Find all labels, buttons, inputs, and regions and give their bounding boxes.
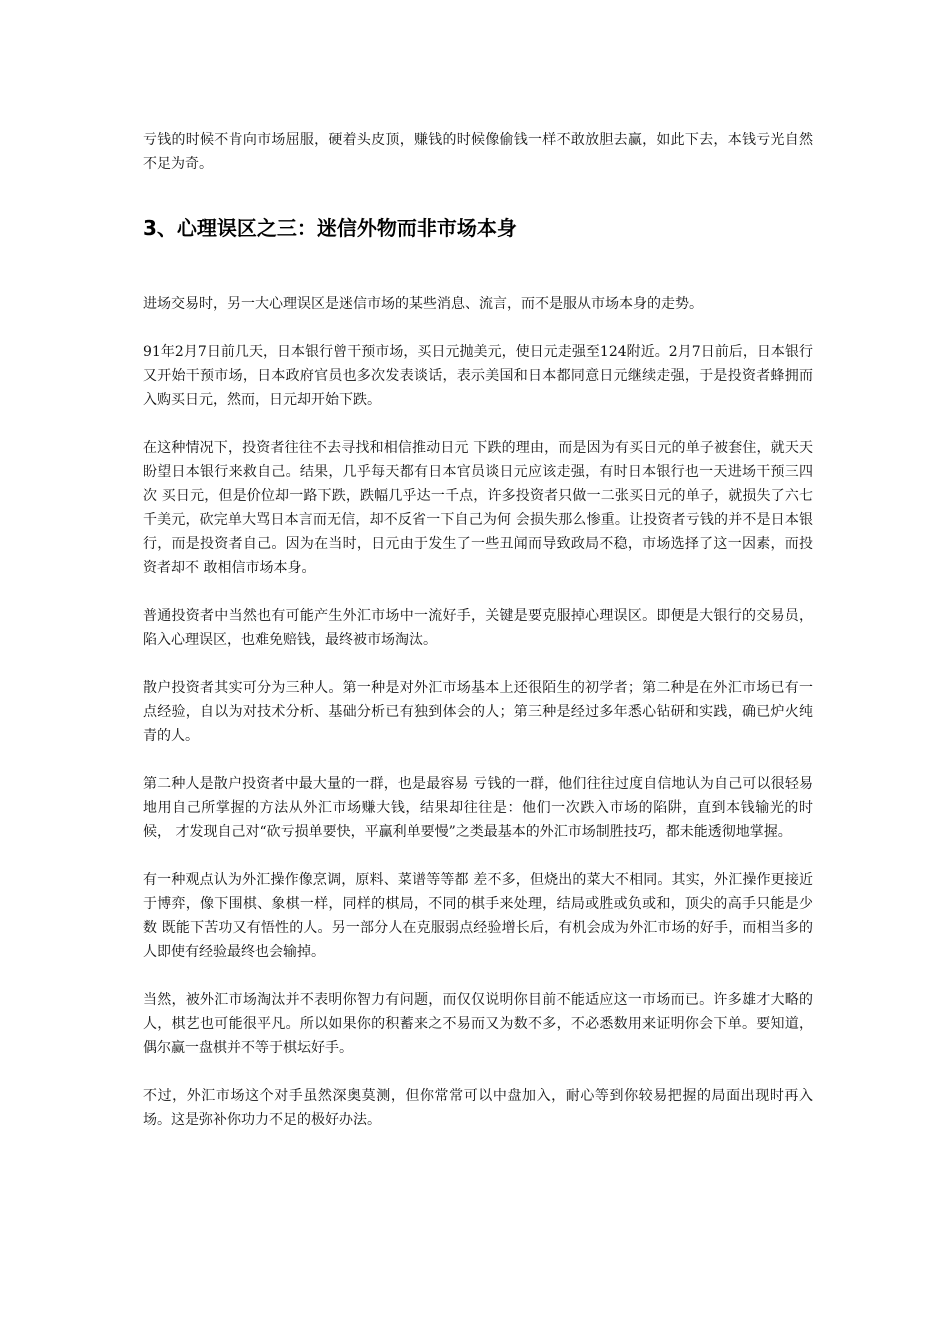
document-body xyxy=(143,128,813,1156)
paragraph: 散户投资者其实可分为三种人。第一种是对外汇市场基本上还很陌生的初学者；第二种是在外汇市场已有一点经验，自以为对技术分析、基础分析已有独到体会的人；第三种是经过多年悉心钻研和实践，确已炉火纯青的人。 xyxy=(143,680,813,744)
paragraph: 91年2月7日前几天，日本银行曾干预市场，买日元抛美元，使日元走强至124附近。2月7日前后，日本银行又开始干预市场，日本政府官员也多次发表谈话，表示美国和日本都同意日元继续走强，于是投资者蜂拥而入购买日元，然而，日元却开始下跌。 xyxy=(143,344,813,408)
intro-paragraph: 亏钱的时候不肯向市场屈服，硬着头皮顶，赚钱的时候像偷钱一样不敢放胆去赢，如此下去，本钱亏光自然不足为奇。 xyxy=(143,132,813,172)
section-heading: 3、心理误区之三：迷信外物而非市场本身 xyxy=(143,216,517,240)
paragraph: 第二种人是散户投资者中最大量的一群，也是最容易 亏钱的一群，他们往往过度自信地认为自己可以很轻易地用自己所掌握的方法从外汇市场赚大钱，结果却往往是：他们一次跌入市场的陷阱，直到本钱输光的时候， 才发现自己对“砍亏损单要快，平赢利单要慢”之类最基本的外汇市场制胜技巧，都未能透彻地掌握。 xyxy=(143,776,813,840)
paragraph: 有一种观点认为外汇操作像烹调，原料、菜谱等等都 差不多，但烧出的菜大不相同。其实，外汇操作更接近于博弈，像下围棋、象棋一样，同样的棋局，不同的棋手来处理，结局或胜或负或和，顶尖的高手只能是少数 既能下苦功又有悟性的人。另一部分人在克服弱点经验增长后，有机会成为外汇市场的好手，而相当多的人即使有经验最终也会输掉。 xyxy=(143,872,813,960)
section-body xyxy=(143,292,813,1132)
paragraph: 在这种情况下，投资者往往不去寻找和相信推动日元 下跌的理由，而是因为有买日元的单子被套住，就天天盼望日本银行来救自己。结果，几乎每天都有日本官员谈日元应该走强，有时日本银行也一天进场干预三四次 买日元，但是价位却一路下跌，跌幅几乎达一千点，许多投资者只做一二张买日元的单子，就损失了六七千美元，砍完单大骂日本言而无信，却不反省一下自己为何 会损失那么惨重。让投资者亏钱的并不是日本银行，而是投资者自己。因为在当时，日元由于发生了一些丑闻而导致政局不稳，市场选择了这一因素，而投资者却不 敢相信市场本身。 xyxy=(143,440,813,576)
paragraph: 进场交易时，另一大心理误区是迷信市场的某些消息、流言，而不是服从市场本身的走势。 xyxy=(143,296,703,312)
paragraph: 普通投资者中当然也有可能产生外汇市场中一流好手，关键是要克服掉心理误区。即便是大银行的交易员，陷入心理误区，也难免赔钱，最终被市场淘汰。 xyxy=(143,608,813,648)
paragraph: 当然，被外汇市场淘汰并不表明你智力有问题，而仅仅说明你目前不能适应这一市场而已。许多雄才大略的人，棋艺也可能很平凡。所以如果你的积蓄来之不易而又为数不多，不必悉数用来证明你会下单。要知道，偶尔赢一盘棋并不等于棋坛好手。 xyxy=(143,992,813,1056)
paragraph: 不过，外汇市场这个对手虽然深奥莫测，但你常常可以中盘加入，耐心等到你较易把握的局面出现时再入场。这是弥补你功力不足的极好办法。 xyxy=(143,1088,813,1128)
